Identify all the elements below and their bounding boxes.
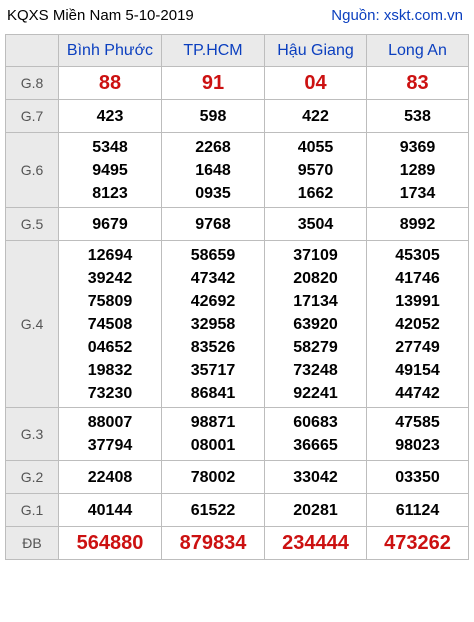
prize-label-g5: G.5 (6, 208, 59, 241)
prize-number: 234444 (282, 531, 349, 554)
prize-number: 83526 (190, 338, 236, 356)
prize-number: 61522 (190, 501, 236, 519)
prize-cell-g3-binh-phuoc (59, 408, 162, 461)
prize-number: 39242 (87, 269, 133, 287)
prize-label-g4: G.4 (6, 241, 59, 408)
prize-cell-db-binh-phuoc (59, 527, 162, 560)
province-hau-giang[interactable]: Hậu Giang (265, 35, 367, 67)
prize-number: 20281 (293, 501, 338, 519)
prize-number: 473262 (384, 531, 451, 554)
prize-number: 37794 (87, 437, 133, 454)
prize-label-g8: G.8 (6, 67, 59, 100)
province-binh-phuoc[interactable]: Bình Phước (59, 35, 162, 67)
prize-number: 9570 (297, 161, 334, 179)
prize-number: 61124 (395, 501, 440, 519)
prize-cell-g5-hau-giang (265, 208, 367, 241)
prize-cell-g8-tp-hcm (162, 67, 265, 100)
prize-cell-g7-binh-phuoc (59, 100, 162, 133)
prize-number: 9768 (195, 215, 231, 233)
prize-cell-g3-tp-hcm (162, 408, 265, 461)
prize-number: 423 (96, 107, 124, 125)
prize-label-g2: G.2 (6, 461, 59, 494)
prize-cell-db-long-an (367, 527, 469, 560)
prize-label-db: ĐB (6, 527, 59, 560)
prize-number: 564880 (76, 531, 144, 554)
prize-number: 13991 (395, 292, 440, 310)
prize-cell-g2-long-an (367, 461, 469, 494)
prize-cell-g1-tp-hcm (162, 494, 265, 527)
prize-number: 83 (406, 71, 429, 94)
prize-cell-g6-binh-phuoc (59, 133, 162, 208)
prize-cell-g2-hau-giang (265, 461, 367, 494)
prize-number: 8123 (92, 184, 128, 202)
prize-number: 08001 (190, 437, 236, 454)
prize-cell-g1-hau-giang (265, 494, 367, 527)
prize-row-g5 (6, 208, 469, 241)
prize-number: 35717 (190, 361, 236, 379)
prize-number: 58279 (293, 338, 338, 356)
header-corner (6, 35, 59, 67)
prize-number: 41746 (395, 269, 440, 287)
prize-number: 0935 (195, 184, 231, 202)
prize-number: 42052 (395, 315, 440, 333)
prize-number: 9679 (92, 215, 128, 233)
prize-number: 78002 (190, 468, 236, 486)
prize-cell-g5-long-an (367, 208, 469, 241)
prize-number: 598 (199, 107, 227, 125)
prize-number: 04652 (87, 338, 133, 356)
prize-row-g7 (6, 100, 469, 133)
prize-cell-g4-hau-giang (265, 241, 367, 408)
prize-number: 37109 (293, 246, 338, 264)
prize-number: 74508 (87, 315, 133, 333)
province-tp-hcm[interactable]: TP.HCM (162, 35, 265, 67)
prize-cell-g5-tp-hcm (162, 208, 265, 241)
prize-cell-g6-hau-giang (265, 133, 367, 208)
prize-label-g1: G.1 (6, 494, 59, 527)
prize-number: 17134 (293, 292, 338, 310)
prize-number: 4055 (297, 138, 334, 156)
prize-number: 1289 (399, 161, 436, 179)
prize-cell-g7-long-an (367, 100, 469, 133)
prize-number: 3504 (297, 215, 334, 233)
prize-label-g7: G.7 (6, 100, 59, 133)
prize-row-g4 (6, 241, 469, 408)
prize-number: 879834 (179, 531, 247, 554)
prize-number: 47342 (190, 269, 236, 287)
prize-number: 58659 (190, 246, 236, 264)
prize-cell-g8-long-an (367, 67, 469, 100)
prize-number: 36665 (293, 437, 338, 454)
prize-number: 92241 (293, 384, 338, 402)
prize-number: 63920 (293, 315, 338, 333)
prize-number: 1648 (195, 161, 231, 179)
prize-number: 5348 (92, 138, 128, 156)
prize-number: 60683 (293, 414, 338, 431)
prize-cell-g3-long-an (367, 408, 469, 461)
prize-cell-db-hau-giang (265, 527, 367, 560)
prize-number: 03350 (395, 468, 440, 486)
prize-number: 86841 (190, 384, 236, 402)
province-header-row (6, 35, 469, 67)
prize-number: 75809 (87, 292, 133, 310)
prize-cell-g2-binh-phuoc (59, 461, 162, 494)
prize-number: 73230 (87, 384, 133, 402)
prize-number: 98871 (190, 414, 236, 431)
prize-row-g2 (6, 461, 469, 494)
prize-number: 47585 (395, 414, 440, 431)
prize-cell-g2-tp-hcm (162, 461, 265, 494)
prize-number: 32958 (190, 315, 236, 333)
prize-cell-g4-long-an (367, 241, 469, 408)
prize-number: 1734 (399, 184, 436, 202)
prize-number: 9369 (399, 138, 436, 156)
prize-number: 45305 (395, 246, 440, 264)
prize-number: 422 (302, 107, 329, 125)
prize-number: 9495 (92, 161, 128, 179)
prize-cell-g4-tp-hcm (162, 241, 265, 408)
prize-cell-g3-hau-giang (265, 408, 367, 461)
prize-label-g6: G.6 (6, 133, 59, 208)
province-long-an[interactable]: Long An (367, 35, 469, 67)
prize-cell-g4-binh-phuoc (59, 241, 162, 408)
prize-number: 88 (98, 71, 122, 94)
prize-number: 538 (404, 107, 431, 125)
prize-number: 20820 (293, 269, 338, 287)
prize-cell-g8-binh-phuoc (59, 67, 162, 100)
prize-row-g8 (6, 67, 469, 100)
prize-number: 98023 (395, 437, 440, 454)
prize-number: 12694 (87, 246, 133, 264)
prize-number: 42692 (190, 292, 236, 310)
prize-number: 44742 (395, 384, 440, 402)
prize-number: 8992 (399, 215, 436, 233)
prize-cell-g5-binh-phuoc (59, 208, 162, 241)
prize-cell-g8-hau-giang (265, 67, 367, 100)
results-header (5, 0, 467, 34)
prize-number: 88007 (87, 414, 133, 431)
prize-cell-g1-long-an (367, 494, 469, 527)
prize-cell-g6-long-an (367, 133, 469, 208)
prize-number: 2268 (195, 138, 231, 156)
prize-number: 1662 (297, 184, 334, 202)
prize-cell-db-tp-hcm (162, 527, 265, 560)
prize-cell-g7-hau-giang (265, 100, 367, 133)
prize-cell-g7-tp-hcm (162, 100, 265, 133)
prize-number: 33042 (293, 468, 338, 486)
prize-row-g3 (6, 408, 469, 461)
prize-rows (6, 67, 469, 560)
prize-label-g3: G.3 (6, 408, 59, 461)
source-link[interactable]: Nguồn: xskt.com.vn (331, 7, 463, 24)
prize-number: 73248 (293, 361, 338, 379)
prize-row-g1 (6, 494, 469, 527)
prize-number: 49154 (395, 361, 440, 379)
prize-number: 40144 (87, 501, 133, 519)
prize-row-g6 (6, 133, 469, 208)
prize-number: 91 (201, 71, 225, 94)
prize-number: 04 (304, 71, 327, 94)
prize-number: 22408 (87, 468, 133, 486)
prize-cell-g1-binh-phuoc (59, 494, 162, 527)
prize-cell-g6-tp-hcm (162, 133, 265, 208)
page-title: KQXS Miền Nam 5-10-2019 (7, 7, 194, 24)
lottery-results-table (5, 34, 469, 560)
prize-row-db (6, 527, 469, 560)
prize-number: 19832 (87, 361, 133, 379)
prize-number: 27749 (395, 338, 440, 356)
